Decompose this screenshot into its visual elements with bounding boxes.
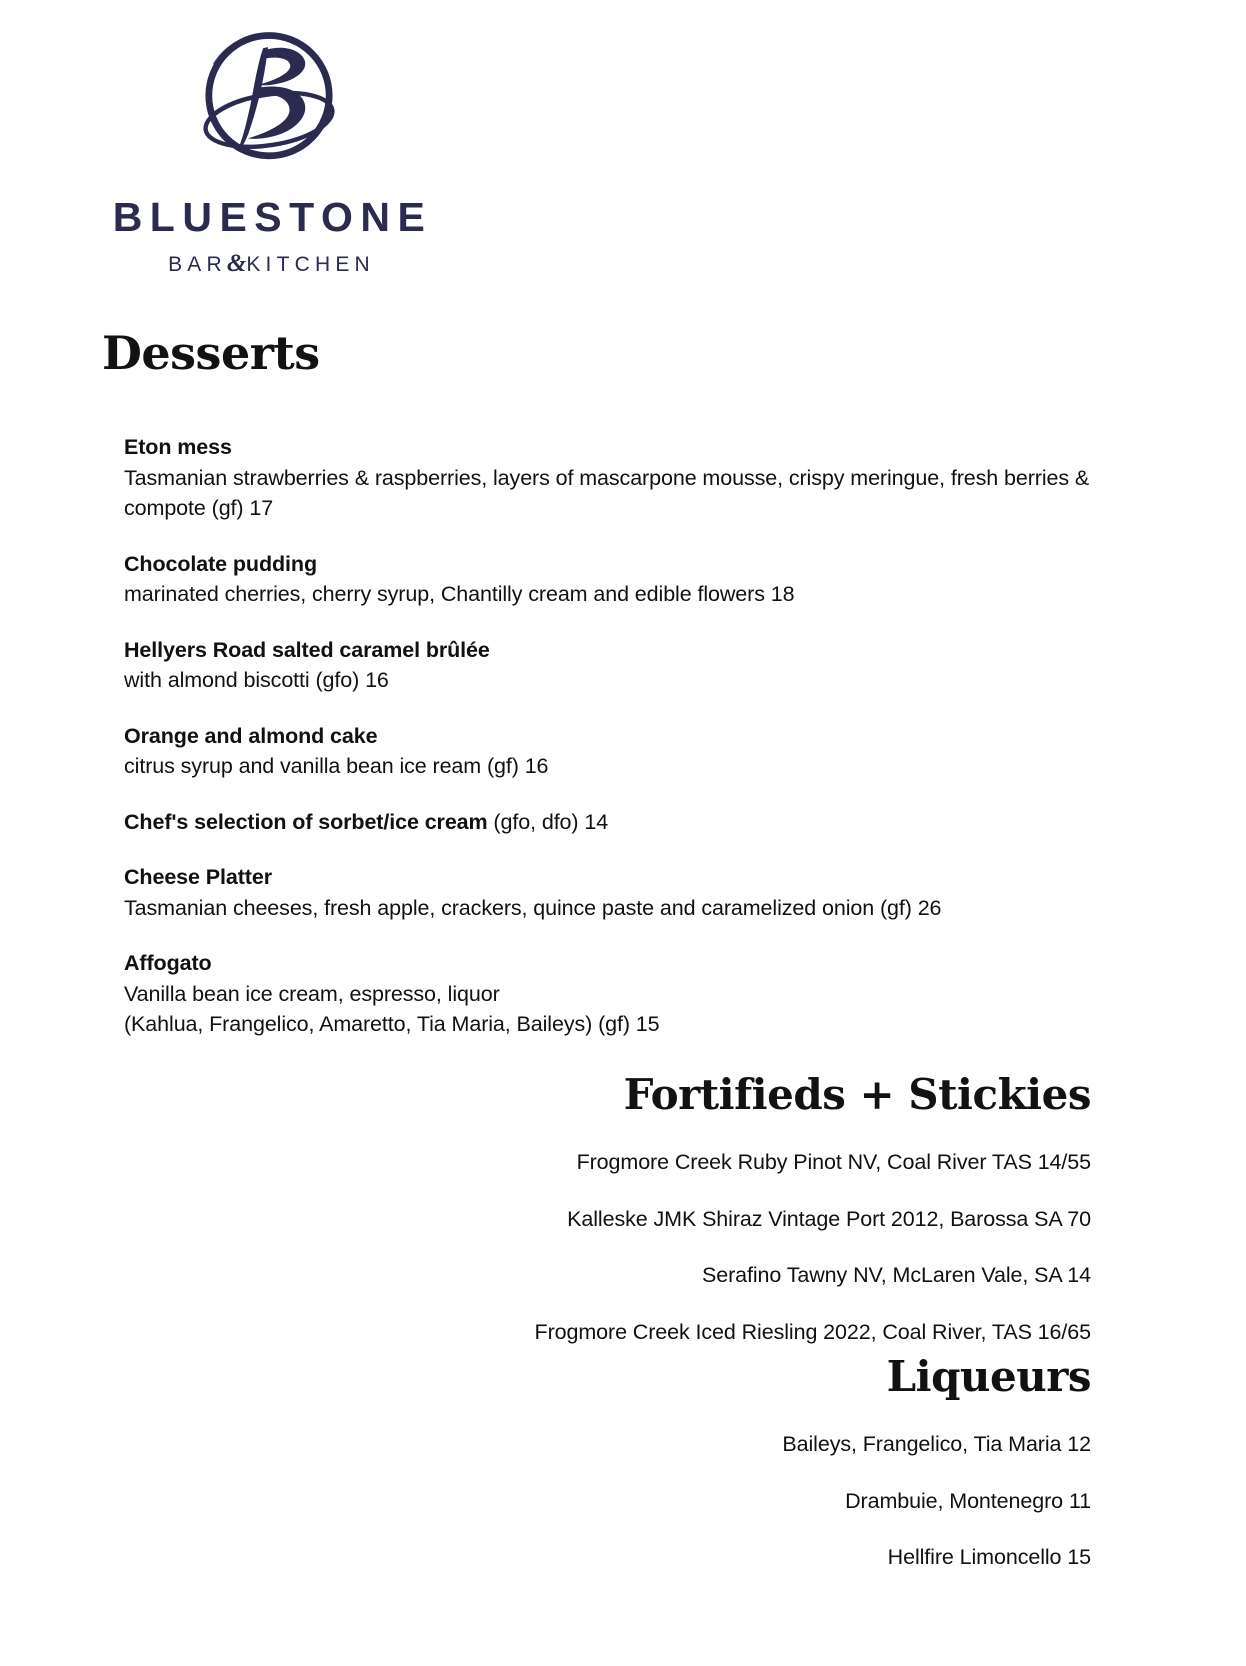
brand-tagline-ampersand: & [226, 250, 247, 277]
brand-tagline-kitchen: KITCHEN [246, 253, 375, 276]
drink-list-item: Hellfire Limoncello 15 [887, 1545, 1091, 1570]
menu-item [124, 721, 1134, 782]
liqueurs-section-heading: Liqueurs [886, 1352, 1091, 1401]
fortifieds-section [271, 1070, 1091, 1344]
menu-item-description: Tasmanian strawberries & raspberries, layers of mascarpone mousse, crispy meringue, fresh berries & compote (gf) 17 [124, 465, 1090, 521]
menu-item-description: marinated cherries, cherry syrup, Chantilly cream and edible flowers 18 [124, 582, 795, 607]
fortifieds-section-heading: Fortifieds + Stickies [623, 1070, 1091, 1119]
menu-item [124, 862, 1134, 923]
menu-item [124, 807, 1134, 838]
menu-item-description: Vanilla bean ice cream, espresso, liquor [124, 981, 500, 1006]
menu-item [124, 549, 1134, 610]
bluestone-b-brushstroke-logo-icon [169, 18, 369, 183]
brand-name: BLUESTONE [112, 194, 433, 240]
menu-item-name: Orange and almond cake [124, 723, 378, 748]
menu-item-description: with almond biscotti (gfo) 16 [124, 668, 389, 693]
drink-list-item: Serafino Tawny NV, McLaren Vale, SA 14 [701, 1263, 1091, 1288]
drink-list-item: Drambuie, Montenegro 11 [845, 1488, 1091, 1513]
menu-item-description: citrus syrup and vanilla bean ice ream (gf) 16 [124, 754, 549, 779]
drink-list-item: Frogmore Creek Ruby Pinot NV, Coal River TAS 14/55 [576, 1150, 1091, 1175]
menu-item-name: Affogato [124, 951, 212, 976]
logo-flourish-ellipse [202, 85, 336, 155]
menu-item-name: Chef's selection of sorbet/ice cream [124, 809, 488, 834]
menu-item-name: Eton mess [124, 435, 232, 459]
menu-item-name: Chocolate pudding [124, 551, 317, 576]
drink-list-item: Frogmore Creek Iced Riesling 2022, Coal River, TAS 16/65 [534, 1319, 1091, 1344]
menu-item-name: Hellyers Road salted caramel brûlée [124, 637, 490, 662]
drink-list-item: Kalleske JMK Shiraz Vintage Port 2012, Barossa SA 70 [567, 1206, 1091, 1231]
drink-list-item: Baileys, Frangelico, Tia Maria 12 [782, 1432, 1091, 1457]
menu-item [124, 635, 1134, 696]
menu-item-description: Tasmanian cheeses, fresh apple, crackers, quince paste and caramelized onion (gf) 26 [124, 895, 942, 920]
desserts-section-heading: Desserts [102, 326, 320, 380]
brand-tagline [104, 251, 434, 276]
liqueurs-section [271, 1352, 1091, 1570]
brand-logo-block [104, 18, 434, 276]
menu-item-description: (gfo, dfo) 14 [487, 809, 609, 834]
menu-item-name: Cheese Platter [124, 865, 272, 890]
desserts-list [124, 432, 1134, 1065]
menu-item-description-line2: (Kahlua, Frangelico, Amaretto, Tia Maria, Baileys) (gf) 15 [124, 1012, 660, 1037]
menu-item [124, 432, 1134, 524]
menu-item [124, 948, 1134, 1040]
brand-tagline-bar: BAR [168, 253, 227, 276]
